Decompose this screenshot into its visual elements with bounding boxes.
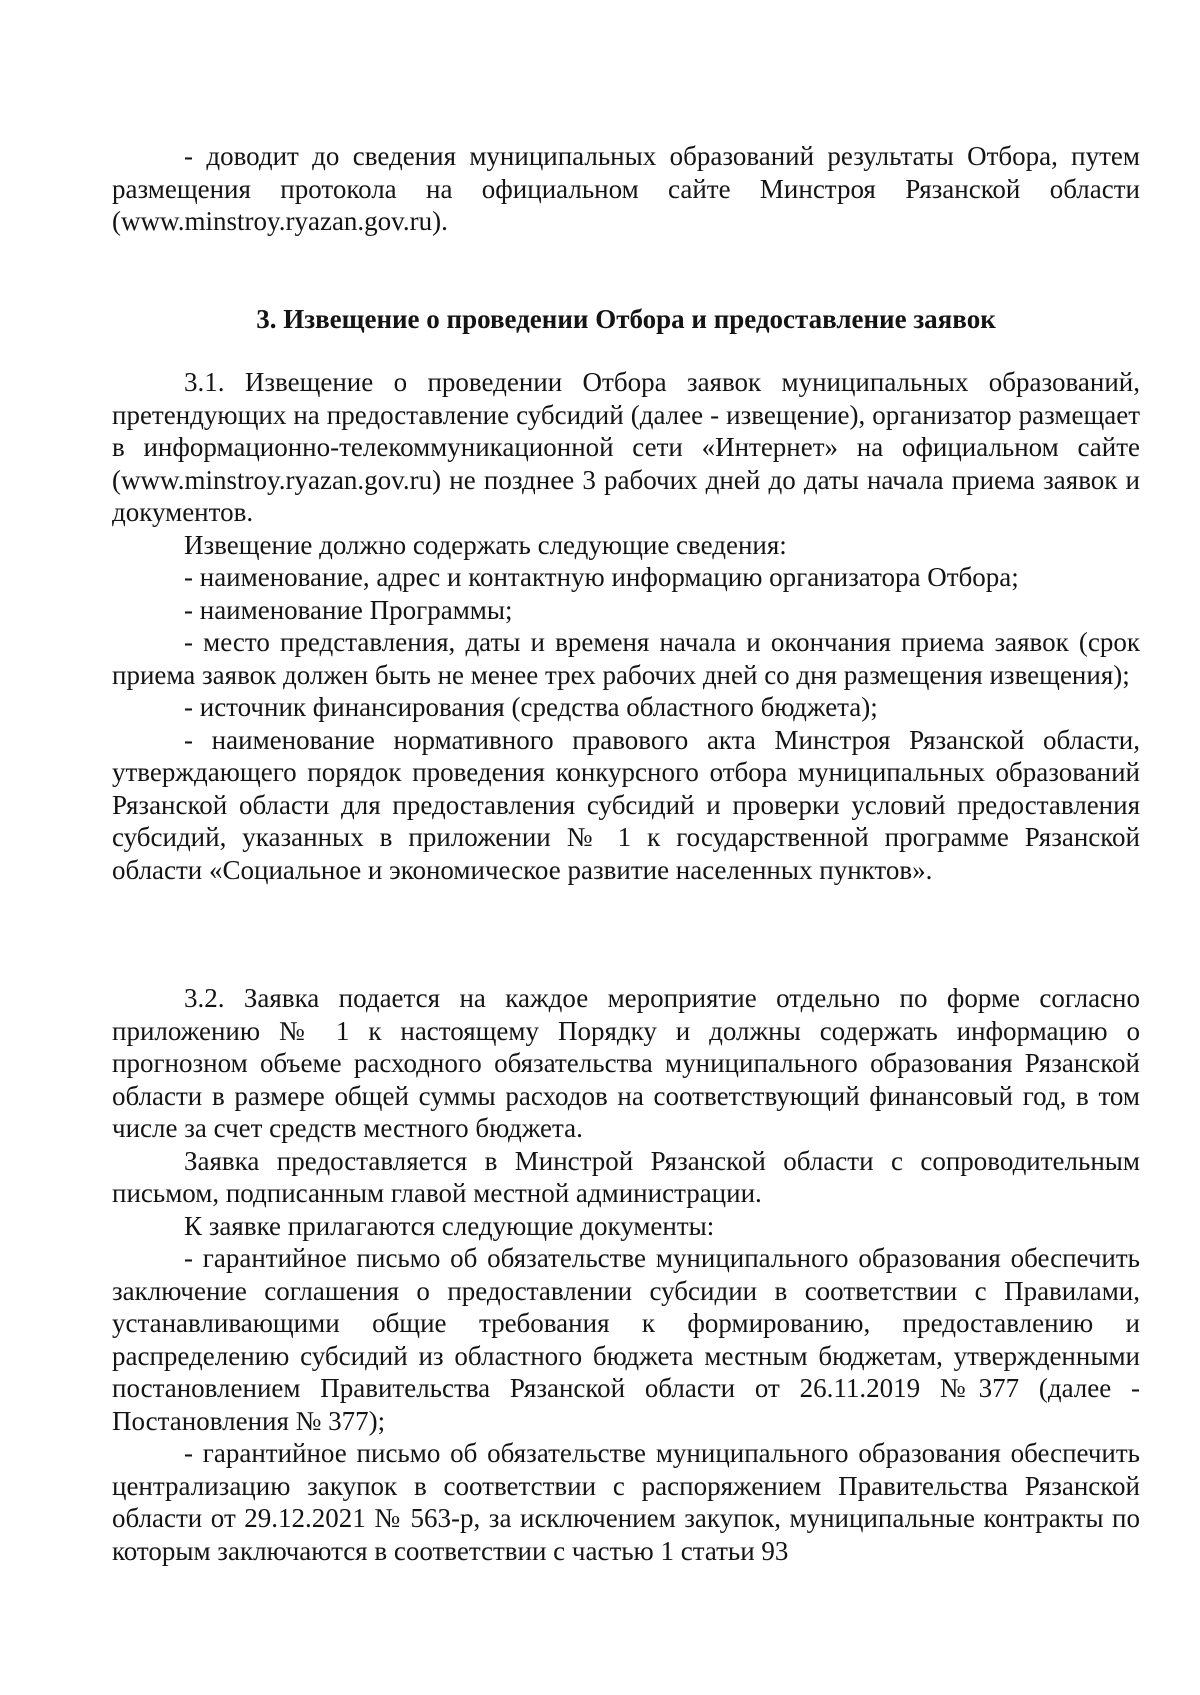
section-3-1 bbox=[112, 366, 1140, 886]
paragraph: К заявке прилагаются следующие документы: bbox=[184, 1210, 715, 1241]
paragraph: 3.1. Извещение о проведении Отбора заявок муниципальных образований, претендующих на предоставление субсидий (далее - извещение), организатор размещает в информационно-телекоммуникационной сети «Интернет» на официальном сайте (www.minstroy.ryazan.gov.ru) не позднее 3 рабочих дней до даты начала приема заявок и документов. bbox=[112, 367, 1140, 527]
paragraph: Извещение должно содержать следующие сведения: bbox=[184, 529, 787, 560]
list-item: - наименование, адрес и контактную информацию организатора Отбора; bbox=[184, 562, 1019, 592]
intro-paragraph: - доводит до сведения муниципальных образований результаты Отбора, путем размещения протокола на официальном сайте Минстроя Рязанской области (www.minstroy.ryazan.gov.ru). bbox=[112, 141, 1140, 236]
list-item: - наименование нормативного правового акта Минстроя Рязанской области, утверждающего порядок проведения конкурсного отбора муниципальных образований Рязанской области для предоставления субсидий и проверки условий предоставления субсидий, указанных в приложении № 1 к государственной программе Рязанской области «Социальное и экономическое развитие населенных пунктов». bbox=[112, 724, 1140, 885]
list-item: - наименование Программы; bbox=[184, 594, 513, 625]
paragraph: 3.2. Заявка подается на каждое мероприятие отдельно по форме согласно приложению № 1 к настоящему Порядку и должны содержать информацию о прогнозном объеме расходного обязательства муниципального образования Рязанской области в размере общей суммы расходов на соответствующий финансовый год, в том числе за счет средств местного бюджета. bbox=[112, 983, 1140, 1143]
list-item: - источник финансирования (средства областного бюджета); bbox=[184, 692, 878, 722]
intro-block bbox=[112, 140, 1140, 238]
section-3-2 bbox=[112, 982, 1140, 1567]
list-item: - гарантийное письмо об обязательстве муниципального образования обеспечить заключение соглашения о предоставлении субсидии в соответствии с Правилами, устанавливающими общие требования к формированию, предоставлению и распределению субсидий из областного бюджета местным бюджетам, утвержденными постановлением Правительства Рязанской области от 26.11.2019 №377 (далее - Постановления № 377); bbox=[112, 1243, 1140, 1436]
list-item: - гарантийное письмо об обязательстве муниципального образования обеспечить централизацию закупок в соответствии с распоряжением Правительства Рязанской области от 29.12.2021 № 563-р, за исключением закупок, муниципальные контракты по которым заключаются в соответствии с частью 1 статьи 93 bbox=[112, 1438, 1140, 1566]
section-heading: 3. Извещение о проведении Отбора и предоставление заявок bbox=[256, 304, 996, 334]
list-item: - место представления, даты и временя начала и окончания приема заявок (срок приема заявок должен быть не менее трех рабочих дней со дня размещения извещения); bbox=[112, 627, 1140, 690]
paragraph: Заявка предоставляется в Минстрой Рязанской области с сопроводительным письмом, подписанным главой местной администрации. bbox=[112, 1145, 1140, 1208]
